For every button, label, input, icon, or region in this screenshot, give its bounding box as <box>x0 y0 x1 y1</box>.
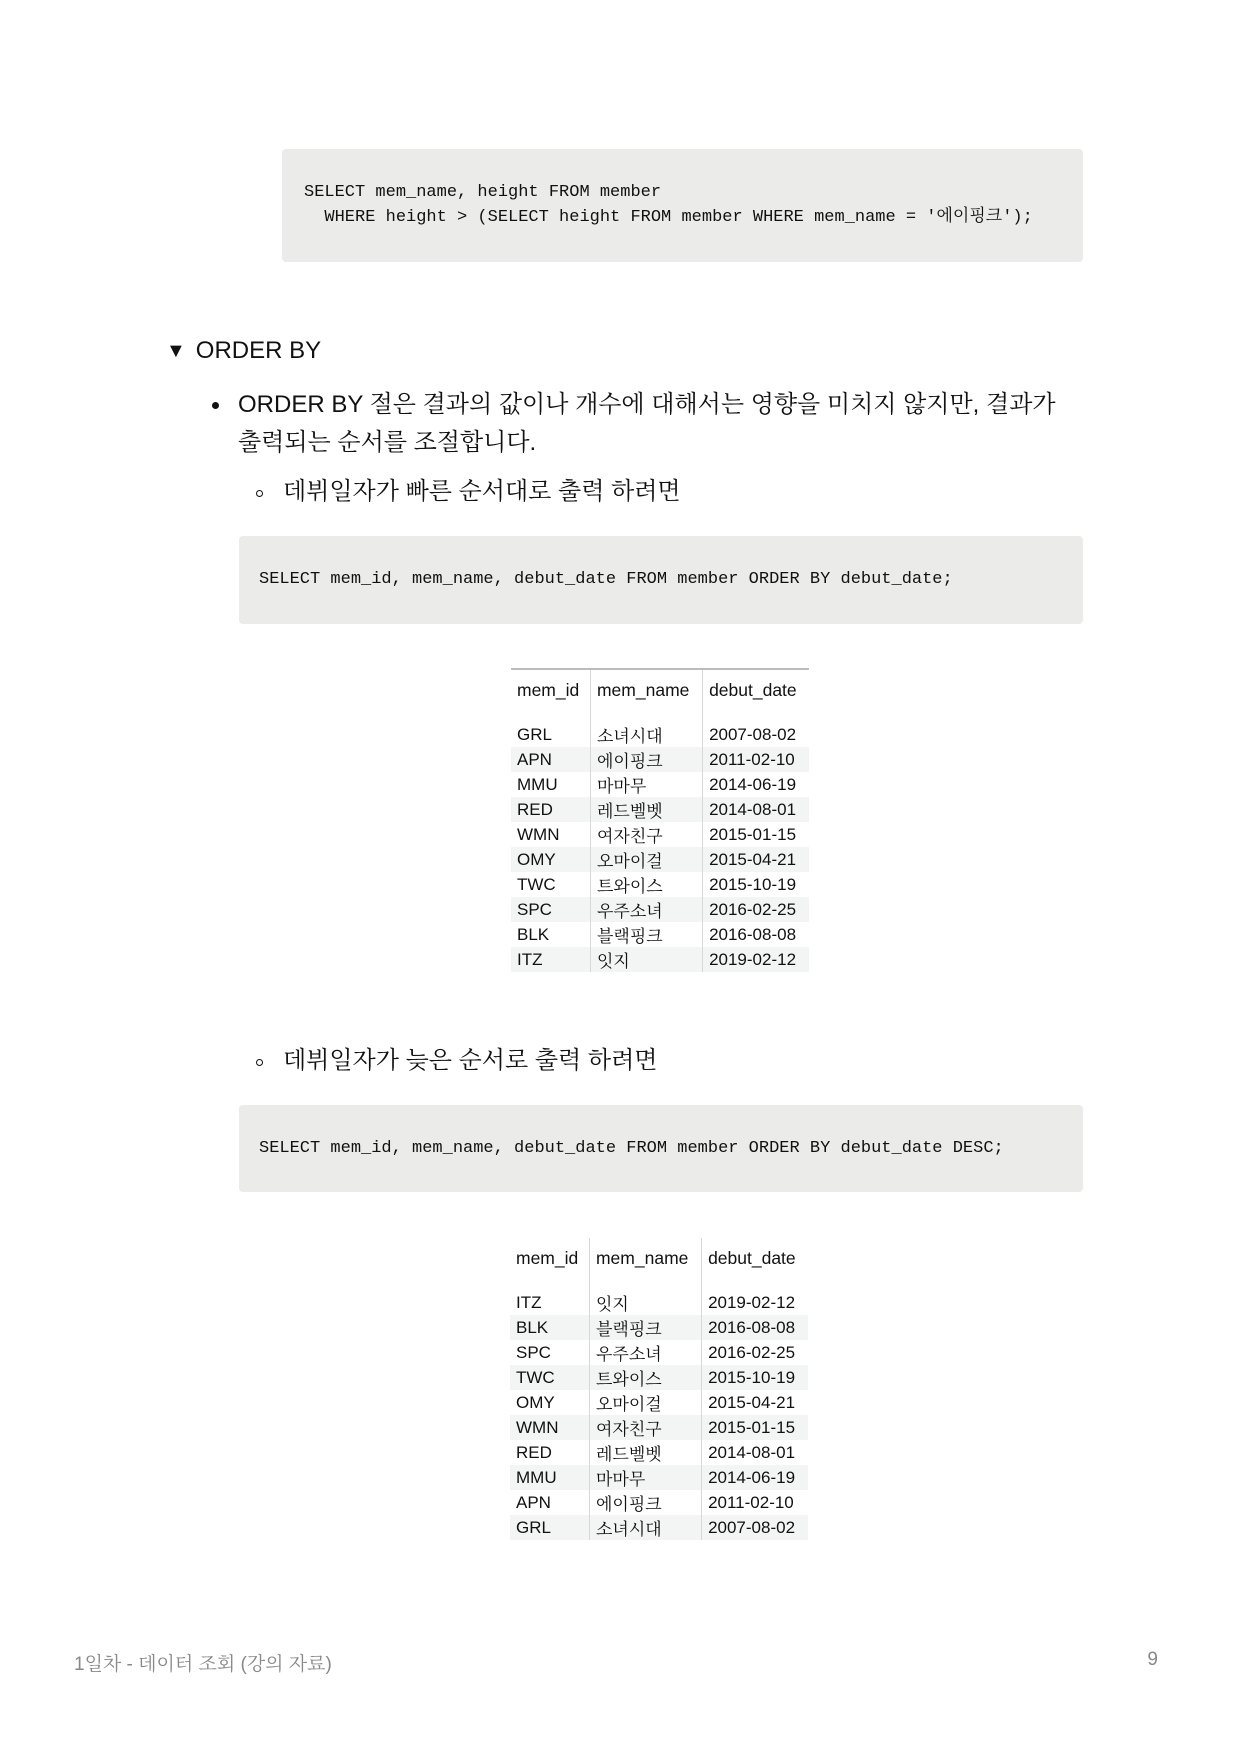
sub-bullet-circle <box>256 1059 263 1066</box>
cell-debut-date: 2007-08-02 <box>709 724 797 744</box>
cell-mem-id: MMU <box>510 1465 589 1490</box>
cell-mem-id: RED <box>510 1440 589 1465</box>
table-spacer <box>510 1278 808 1290</box>
table-spacer <box>511 710 809 722</box>
code-line: WHERE height > (SELECT height FROM member WHERE mem_name = '에이핑크'); <box>304 208 1033 227</box>
cell-debut-date: 2016-08-08 <box>702 1315 808 1340</box>
cell-mem-name: 잇지 <box>589 1290 701 1315</box>
column-header: mem_id <box>511 669 590 710</box>
cell-mem-name: 에이핑크 <box>589 1490 701 1515</box>
table-row <box>511 822 809 847</box>
toggle-label: ORDER BY <box>195 337 322 364</box>
table-header-row <box>511 669 809 710</box>
cell-mem-id: ITZ <box>510 1290 589 1315</box>
column-header: debut_date <box>708 1247 796 1268</box>
cell-debut-date: 2016-02-25 <box>703 897 809 922</box>
cell-mem-name: 소녀시대 <box>589 1515 701 1540</box>
cell-debut-date: 2015-01-15 <box>702 1415 808 1440</box>
cell-debut-date: 2015-10-19 <box>702 1365 808 1390</box>
cell-mem-id: OMY <box>511 847 590 872</box>
bullet-line-2: 출력되는 순서를 조절합니다. <box>238 429 537 456</box>
bullet-text <box>238 386 1056 462</box>
cell-debut-date: 2015-04-21 <box>708 1392 796 1412</box>
cell-debut-date: 2019-02-12 <box>703 947 809 972</box>
cell-mem-id: GRL <box>510 1515 589 1540</box>
cell-debut-date: 2015-01-15 <box>709 824 797 844</box>
cell-mem-id: ITZ <box>511 947 590 972</box>
cell-mem-id: BLK <box>511 922 590 947</box>
cell-mem-name: 오마이걸 <box>590 847 702 872</box>
bullet-dot <box>212 402 219 409</box>
cell-mem-id: MMU <box>511 772 590 797</box>
code-line: SELECT mem_id, mem_name, debut_date FROM member ORDER BY debut_date; <box>259 570 953 589</box>
result-table-asc <box>511 668 809 972</box>
cell-mem-name: 잇지 <box>590 947 702 972</box>
bullet-line-1: ORDER BY 절은 결과의 값이나 개수에 대해서는 영향을 미치지 않지만, 결과가 <box>238 391 1056 418</box>
cell-debut-date: 2019-02-12 <box>708 1292 796 1312</box>
cell-debut-date: 2014-06-19 <box>702 1465 808 1490</box>
table-header-row <box>510 1238 808 1278</box>
cell-mem-id: SPC <box>510 1340 589 1365</box>
cell-debut-date: 2007-08-02 <box>702 1515 808 1540</box>
cell-mem-id: RED <box>511 797 590 822</box>
order-by-toggle[interactable] <box>166 337 321 365</box>
cell-mem-id: SPC <box>511 897 590 922</box>
table-row <box>510 1490 808 1515</box>
cell-mem-name: 에이핑크 <box>590 747 702 772</box>
table-row <box>511 772 809 797</box>
code-block-subquery <box>282 149 1083 262</box>
table-row <box>511 922 809 947</box>
table-row <box>510 1290 808 1315</box>
cell-mem-name: 소녀시대 <box>590 722 702 747</box>
cell-debut-date: 2011-02-10 <box>703 747 809 772</box>
table-row <box>510 1515 808 1540</box>
column-header: debut_date <box>709 679 797 700</box>
table-row <box>511 722 809 747</box>
cell-mem-name: 트와이스 <box>589 1365 701 1390</box>
page-number: 9 <box>1147 1649 1158 1670</box>
table-row <box>511 747 809 772</box>
table-row <box>510 1415 808 1440</box>
sub-bullet-asc: 데뷔일자가 빠른 순서대로 출력 하려면 <box>283 478 681 505</box>
table-row <box>510 1315 808 1340</box>
code-block-desc <box>239 1105 1083 1192</box>
table-row <box>511 872 809 897</box>
cell-mem-name: 블랙핑크 <box>589 1315 701 1340</box>
cell-debut-date: 2011-02-10 <box>708 1492 794 1512</box>
column-header: mem_name <box>589 1238 701 1278</box>
table-row <box>510 1390 808 1415</box>
code-line: SELECT mem_name, height FROM member <box>304 183 662 202</box>
cell-debut-date: 2014-08-01 <box>703 797 809 822</box>
cell-mem-name: 레드벨벳 <box>590 797 702 822</box>
cell-mem-id: TWC <box>511 872 590 897</box>
code-line: SELECT mem_id, mem_name, debut_date FROM member ORDER BY debut_date DESC; <box>259 1139 1004 1158</box>
table-row <box>510 1365 808 1390</box>
cell-debut-date: 2016-02-25 <box>708 1342 796 1362</box>
cell-mem-name: 마마무 <box>590 772 702 797</box>
cell-mem-name: 블랙핑크 <box>590 922 702 947</box>
cell-mem-name: 여자친구 <box>590 822 702 847</box>
table-row <box>510 1465 808 1490</box>
cell-mem-name: 오마이걸 <box>589 1390 701 1415</box>
cell-mem-name: 우주소녀 <box>589 1340 701 1365</box>
cell-mem-id: GRL <box>511 722 590 747</box>
sub-bullet-circle <box>256 490 263 497</box>
cell-debut-date: 2014-08-01 <box>708 1442 796 1462</box>
table-row <box>511 897 809 922</box>
table-row <box>510 1340 808 1365</box>
cell-debut-date: 2014-06-19 <box>709 774 797 794</box>
cell-mem-name: 마마무 <box>589 1465 701 1490</box>
footer-title: 1일차 - 데이터 조회 (강의 자료) <box>74 1654 332 1675</box>
cell-mem-id: APN <box>510 1490 589 1515</box>
table-row <box>511 847 809 872</box>
table-row <box>511 947 809 972</box>
cell-mem-id: WMN <box>511 822 590 847</box>
cell-mem-id: OMY <box>510 1390 589 1415</box>
cell-mem-name: 우주소녀 <box>590 897 702 922</box>
cell-mem-id: BLK <box>510 1315 589 1340</box>
cell-mem-name: 레드벨벳 <box>589 1440 701 1465</box>
sub-bullet-desc: 데뷔일자가 늦은 순서로 출력 하려면 <box>283 1047 658 1074</box>
code-block-asc <box>239 536 1083 624</box>
cell-mem-id: TWC <box>510 1365 589 1390</box>
table-row <box>510 1440 808 1465</box>
table-row <box>511 797 809 822</box>
cell-debut-date: 2015-04-21 <box>703 847 809 872</box>
column-header: mem_name <box>590 669 702 710</box>
cell-mem-name: 트와이스 <box>590 872 702 897</box>
cell-mem-id: WMN <box>510 1415 589 1440</box>
column-header: mem_id <box>510 1238 589 1278</box>
result-table-desc <box>510 1238 808 1540</box>
cell-debut-date: 2015-10-19 <box>709 874 797 894</box>
cell-debut-date: 2016-08-08 <box>709 924 797 944</box>
triangle-down-icon[interactable]: ▼ <box>166 339 186 362</box>
cell-mem-id: APN <box>511 747 590 772</box>
cell-mem-name: 여자친구 <box>589 1415 701 1440</box>
